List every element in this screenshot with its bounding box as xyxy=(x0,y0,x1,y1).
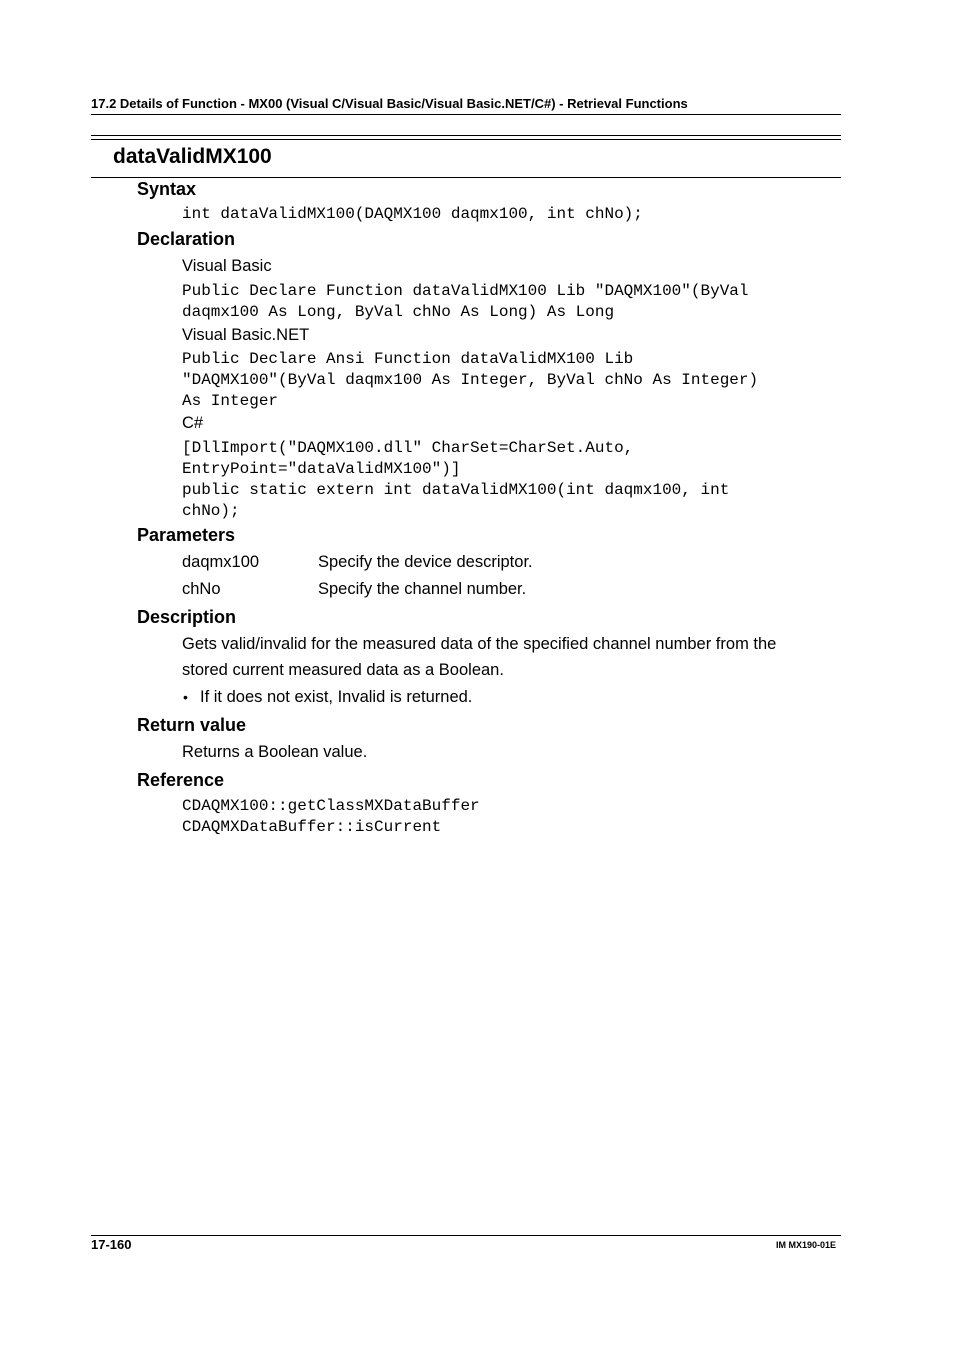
footer-rule xyxy=(91,1235,841,1236)
title-rule-top-1 xyxy=(91,135,841,136)
reference-heading: Reference xyxy=(137,770,225,790)
title-rule-top-2 xyxy=(91,139,841,140)
cs-code-line: EntryPoint="dataValidMX100")] xyxy=(182,460,461,478)
description-bullet: If it does not exist, Invalid is returned. xyxy=(200,688,473,706)
return-value-heading: Return value xyxy=(137,715,247,735)
header-rule xyxy=(91,114,841,115)
parameters-heading: Parameters xyxy=(137,525,236,545)
return-value-text: Returns a Boolean value. xyxy=(182,743,368,761)
reference-code-line: CDAQMXDataBuffer::isCurrent xyxy=(182,818,442,836)
cs-code-line: public static extern int dataValidMX100(int daqmx100, int xyxy=(182,481,730,499)
vbnet-code-line: "DAQMX100"(ByVal daqmx100 As Integer, ByVal chNo As Integer) xyxy=(182,371,759,389)
cs-code-line: chNo); xyxy=(182,502,240,520)
vb-code-line: Public Declare Function dataValidMX100 Lib "DAQMX100"(ByVal xyxy=(182,282,749,300)
description-text: stored current measured data as a Boolean. xyxy=(182,661,504,679)
title-rule-bottom xyxy=(91,177,841,178)
vbnet-code-line: As Integer xyxy=(182,392,279,410)
bullet-mark: • xyxy=(183,689,188,705)
syntax-heading: Syntax xyxy=(137,179,197,199)
cs-code-line: [DllImport("DAQMX100.dll" CharSet=CharSet.Auto, xyxy=(182,439,634,457)
param-desc: Specify the device descriptor. xyxy=(318,553,533,571)
param-name: daqmx100 xyxy=(182,553,260,571)
vbnet-code-line: Public Declare Ansi Function dataValidMX100 Lib xyxy=(182,350,634,368)
vbnet-label: Visual Basic.NET xyxy=(182,326,310,344)
running-head: 17.2 Details of Function - MX00 (Visual C/Visual Basic/Visual Basic.NET/C#) - Retrieval Functions xyxy=(91,96,688,111)
param-name: chNo xyxy=(182,580,221,598)
description-heading: Description xyxy=(137,607,237,627)
param-desc: Specify the channel number. xyxy=(318,580,527,598)
reference-code-line: CDAQMX100::getClassMXDataBuffer xyxy=(182,797,480,815)
vb-code-line: daqmx100 As Long, ByVal chNo As Long) As Long xyxy=(182,303,615,321)
function-title: dataValidMX100 xyxy=(113,145,272,168)
description-text: Gets valid/invalid for the measured data of the specified channel number from the xyxy=(182,635,777,653)
syntax-code: int dataValidMX100(DAQMX100 daqmx100, int chNo); xyxy=(182,205,643,223)
page-number: 17-160 xyxy=(91,1237,132,1252)
declaration-heading: Declaration xyxy=(137,229,236,249)
document-id: IM MX190-01E xyxy=(776,1240,837,1250)
cs-label: C# xyxy=(182,414,204,432)
vb-label: Visual Basic xyxy=(182,257,272,275)
